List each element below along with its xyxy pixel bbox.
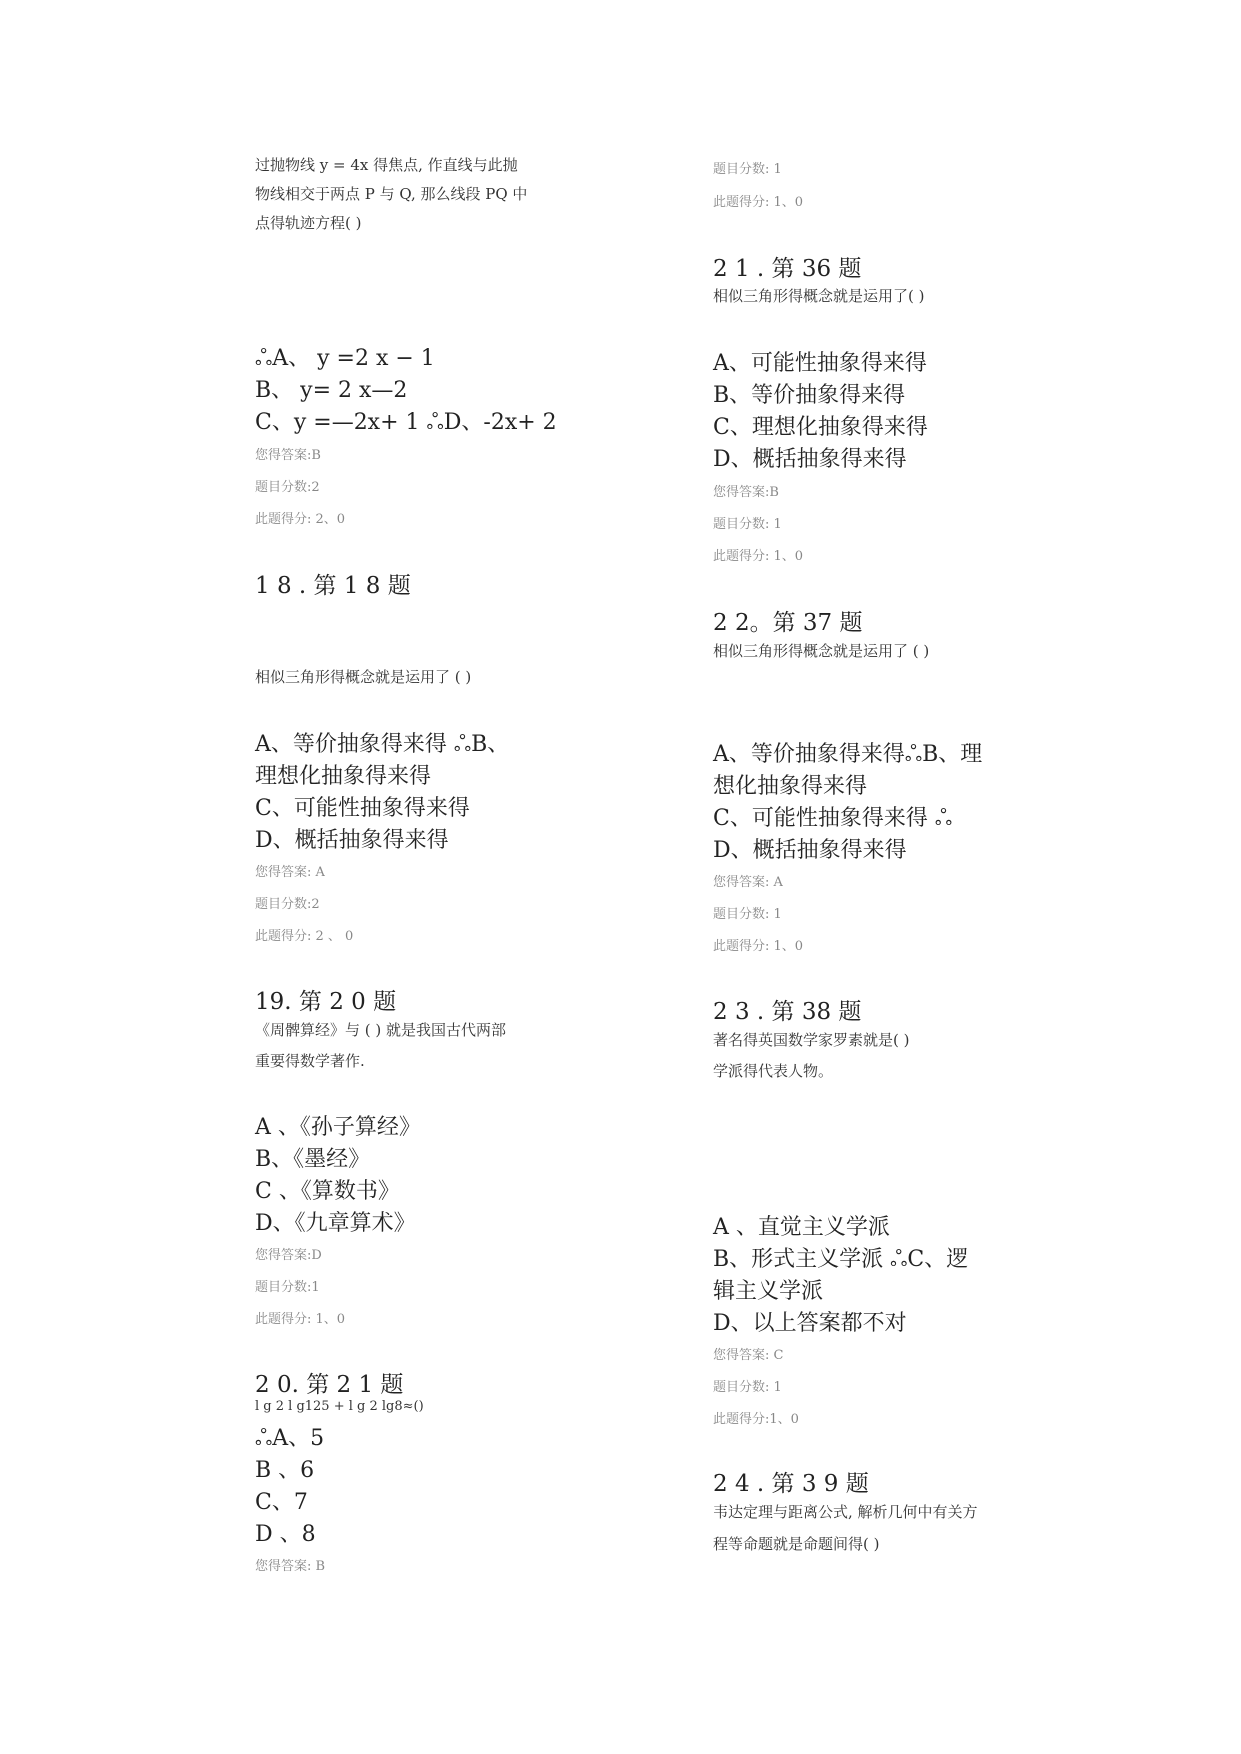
q17-earned: 此题得分: 2、0: [255, 512, 346, 527]
q19-score: 题目分数:1: [255, 1280, 320, 1295]
q19-heading: 19. 第 2 0 题: [255, 989, 397, 1015]
q22-answer: 您得答案: A: [713, 875, 783, 890]
q21-answer: 您得答案:B: [713, 485, 779, 500]
q22-heading: 2 2。第 37 题: [713, 610, 863, 636]
q18-option-d[interactable]: D、概括抽象得来得: [255, 828, 449, 853]
q18-option-line-1[interactable]: A、等价抽象得来得 ஃB、: [255, 732, 510, 757]
q24-stem-line-2: 程等命题就是命题间得( ): [713, 1535, 880, 1553]
q19-option-a[interactable]: A 、《孙子算经》: [255, 1115, 421, 1140]
q17-option-a[interactable]: ஃA、 y =2 x − 1: [255, 346, 435, 371]
q23-earned: 此题得分:1、0: [713, 1412, 799, 1427]
q21-score: 题目分数: 1: [713, 517, 782, 532]
q23-heading: 2 3 . 第 38 题: [713, 999, 862, 1025]
q21-heading: 2 1 . 第 36 题: [713, 256, 862, 282]
q18-score: 题目分数:2: [255, 897, 320, 912]
q23-stem-line-1: 著名得英国数学家罗素就是( ): [713, 1031, 910, 1049]
q18-earned: 此题得分: 2 、 0: [255, 929, 354, 944]
q22-option-d[interactable]: D、概括抽象得来得: [713, 838, 907, 863]
q19-stem-line-1: 《周髀算经》与 ( ) 就是我国古代两部: [255, 1021, 507, 1039]
q17-option-cd[interactable]: C、y =—2x+ 1 ஃD、-2x+ 2: [255, 410, 557, 435]
q22-score: 题目分数: 1: [713, 907, 782, 922]
q20-right-score: 题目分数: 1: [713, 162, 782, 177]
q21-stem: 相似三角形得概念就是运用了( ): [713, 287, 925, 305]
q17-stem-line-2: 物线相交于两点 P 与 Q, 那么线段 PQ 中: [255, 185, 528, 203]
q22-option-c[interactable]: C、可能性抽象得来得 ஃ: [713, 806, 953, 831]
q19-stem-line-2: 重要得数学著作.: [255, 1052, 365, 1070]
q22-option-line-1[interactable]: A、等价抽象得来得ஃB、理: [713, 742, 983, 767]
q17-score: 题目分数:2: [255, 480, 320, 495]
q21-option-d[interactable]: D、概括抽象得来得: [713, 447, 907, 472]
q24-heading: 2 4 . 第 3 9 题: [713, 1471, 869, 1497]
q22-stem: 相似三角形得概念就是运用了 ( ): [713, 642, 930, 660]
q18-stem: 相似三角形得概念就是运用了 ( ): [255, 668, 472, 686]
q23-option-d[interactable]: D、以上答案都不对: [713, 1311, 907, 1336]
q20-stem: l g 2 l g125 + l g 2 lg8≈(): [255, 1399, 424, 1414]
q18-option-c[interactable]: C、可能性抽象得来得: [255, 796, 470, 821]
q23-score: 题目分数: 1: [713, 1380, 782, 1395]
q18-answer: 您得答案: A: [255, 865, 325, 880]
q17-option-b[interactable]: B、 y= 2 x—2: [255, 378, 408, 403]
q23-answer: 您得答案: C: [713, 1348, 784, 1363]
q17-answer: 您得答案:B: [255, 448, 321, 463]
q20-right-earned: 此题得分: 1、0: [713, 195, 804, 210]
q23-stem-line-2: 学派得代表人物。: [713, 1062, 834, 1080]
q21-option-a[interactable]: A、可能性抽象得来得: [713, 351, 927, 376]
q19-option-c[interactable]: C 、《算数书》: [255, 1179, 400, 1204]
q20-option-c[interactable]: C、7: [255, 1490, 308, 1515]
q23-option-line-2[interactable]: B、形式主义学派 ஃC、逻: [713, 1247, 969, 1272]
q20-option-b[interactable]: B 、6: [255, 1458, 315, 1483]
q18-option-line-2[interactable]: 理想化抽象得来得: [255, 764, 432, 789]
q17-stem-line-1: 过抛物线 y = 4x 得焦点, 作直线与此抛: [255, 156, 518, 174]
q23-option-a[interactable]: A 、直觉主义学派: [713, 1215, 890, 1240]
q18-heading: 1 8 . 第 1 8 题: [255, 573, 411, 599]
q20-answer: 您得答案: B: [255, 1559, 326, 1574]
q19-option-b[interactable]: B、《墨经》: [255, 1147, 371, 1172]
q23-option-line-3[interactable]: 辑主义学派: [713, 1279, 824, 1304]
q21-option-c[interactable]: C、理想化抽象得来得: [713, 415, 928, 440]
q22-earned: 此题得分: 1、0: [713, 939, 804, 954]
q19-earned: 此题得分: 1、0: [255, 1312, 346, 1327]
q21-earned: 此题得分: 1、0: [713, 549, 804, 564]
q17-stem-line-3: 点得轨迹方程( ): [255, 214, 362, 232]
q24-stem-line-1: 韦达定理与距离公式, 解析几何中有关方: [713, 1503, 978, 1521]
q19-answer: 您得答案:D: [255, 1248, 322, 1263]
q20-option-d[interactable]: D 、8: [255, 1522, 316, 1547]
q21-option-b[interactable]: B、等价抽象得来得: [713, 383, 906, 408]
q20-heading: 2 0. 第 2 1 题: [255, 1372, 404, 1398]
q20-option-a[interactable]: ஃA、5: [255, 1426, 325, 1451]
q19-option-d[interactable]: D、《九章算术》: [255, 1211, 416, 1236]
q22-option-line-2[interactable]: 想化抽象得来得: [713, 774, 868, 799]
